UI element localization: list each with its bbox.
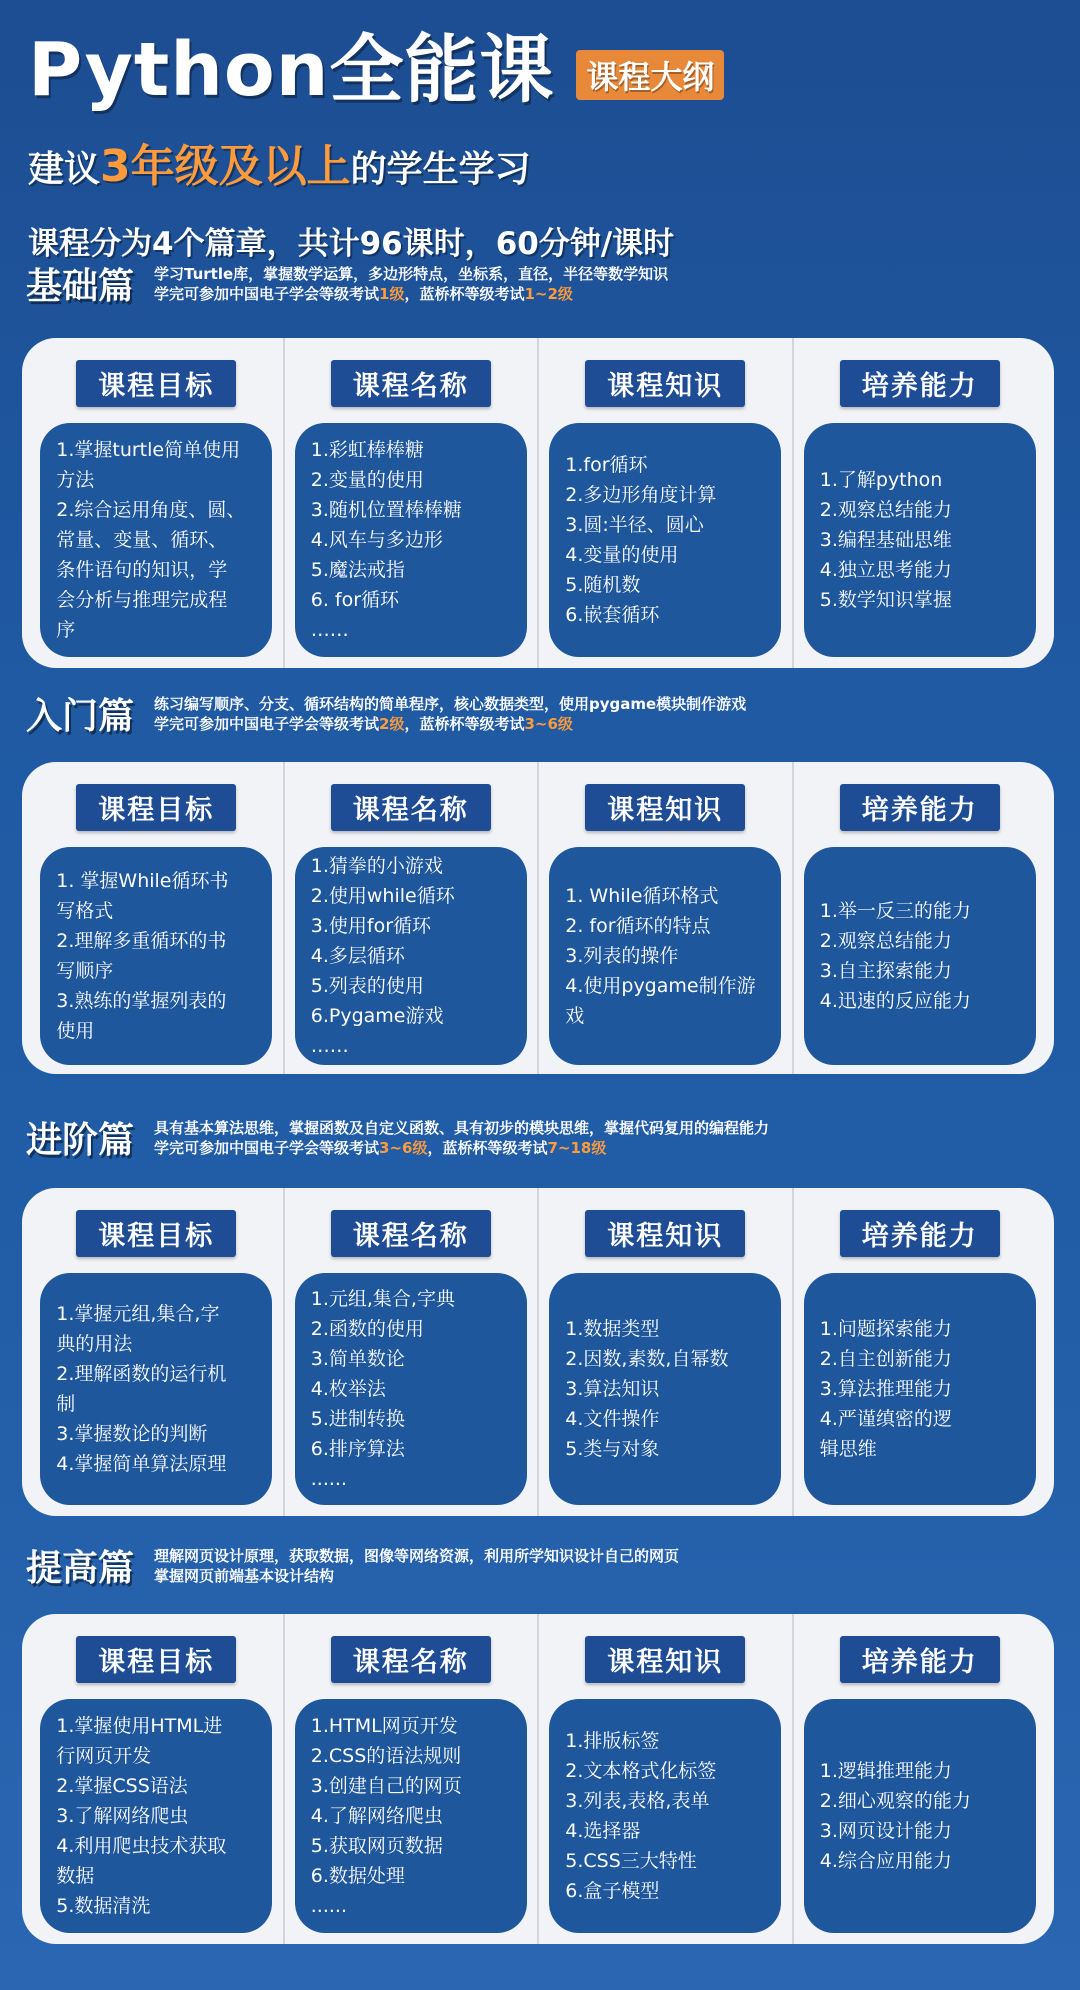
section-header (26, 1112, 1056, 1163)
content-line: 4.综合应用能力 (819, 1850, 952, 1872)
panel-column (285, 338, 540, 668)
content-line: ...... (310, 1468, 347, 1490)
column-content (40, 847, 272, 1065)
section-name: 入门篇 (26, 696, 135, 737)
section-description (154, 694, 746, 734)
content-line: 1.for循环 (565, 454, 648, 476)
content-line: 3.网页设计能力 (819, 1820, 952, 1842)
content-line: 3.算法推理能力 (819, 1378, 952, 1400)
panel-column (285, 1614, 540, 1944)
section-header (26, 688, 1056, 739)
title-tag: 课程大纲 (576, 50, 724, 100)
content-line: 2.使用while循环 (310, 885, 455, 907)
content-line: 1.猜拳的小游戏 (310, 855, 443, 877)
column-heading: 课程知识 (585, 360, 745, 407)
content-line: 1.举一反三的能力 (819, 900, 971, 922)
column-heading: 培养能力 (840, 360, 1000, 407)
content-line: 1. 掌握While循环书 (56, 870, 229, 892)
panel-column (794, 762, 1047, 1074)
content-line: 制 (56, 1393, 76, 1415)
content-line: 典的用法 (56, 1333, 133, 1355)
section-description (154, 264, 668, 304)
suggest-line (28, 130, 1052, 194)
section-desc-desc2-a: 学完可参加中国电子学会等级考试 (154, 1138, 380, 1157)
section-desc-desc2-b: 1级 (379, 284, 405, 303)
column-heading: 培养能力 (840, 1210, 1000, 1257)
section-desc-line1: 理解网页设计原理，获取数据，图像等网络资源，利用所学知识设计自己的网页 (154, 1546, 680, 1565)
content-line: 5.获取网页数据 (310, 1835, 443, 1857)
content-line: 3.列表,表格,表单 (565, 1790, 710, 1812)
suggest-pre: 建议 (28, 149, 101, 190)
column-content (549, 423, 781, 657)
content-line: 1.彩虹棒棒糖 (310, 439, 424, 461)
content-line: 3.掌握数论的判断 (56, 1423, 208, 1445)
content-line: ...... (310, 1895, 347, 1917)
content-line: 5.数据清洗 (56, 1895, 151, 1917)
content-line: 3.熟练的掌握列表的 (56, 990, 227, 1012)
content-line: 3.自主探索能力 (819, 960, 952, 982)
section-header (26, 1540, 1056, 1591)
column-content (804, 847, 1036, 1065)
content-line: 3.随机位置棒棒糖 (310, 499, 462, 521)
column-heading: 课程目标 (76, 784, 236, 831)
panel-column (539, 338, 794, 668)
content-line: 2.CSS的语法规则 (310, 1745, 462, 1767)
panel-column (539, 1188, 794, 1516)
content-line: 2. for循环的特点 (565, 915, 711, 937)
content-line: …… (310, 1035, 349, 1057)
content-line: 方法 (56, 469, 95, 491)
content-line: 6.Pygame游戏 (310, 1005, 444, 1027)
column-content (804, 423, 1036, 657)
panel-column (539, 1614, 794, 1944)
content-line: 1.问题探索能力 (819, 1318, 952, 1340)
content-line: 2.多边形角度计算 (565, 484, 717, 506)
content-line: 4.选择器 (565, 1820, 641, 1842)
content-line: 常量、变量、循环、 (56, 529, 228, 551)
column-content (549, 1699, 781, 1933)
page-title: Python全能课 (28, 27, 555, 113)
panel-column (30, 338, 285, 668)
content-line: 1.元组,集合,字典 (310, 1288, 455, 1310)
content-line: …… (310, 619, 349, 641)
content-line: 4.严谨缜密的逻 (819, 1408, 952, 1430)
content-line: 4.风车与多边形 (310, 529, 443, 551)
section-desc-desc2-a: 掌握网页前端基本设计结构 (154, 1566, 335, 1585)
content-line: 3.编程基础思维 (819, 529, 952, 551)
content-line: 4.掌握简单算法原理 (56, 1453, 227, 1475)
section-desc-line2 (154, 714, 746, 734)
content-line: 5.CSS三大特性 (565, 1850, 697, 1872)
content-line: 1.排版标签 (565, 1730, 660, 1752)
content-line: 4.了解网络爬虫 (310, 1805, 443, 1827)
content-line: 5.类与对象 (565, 1438, 660, 1460)
content-line: 6. for循环 (310, 589, 400, 611)
section-name: 进阶篇 (26, 1120, 135, 1161)
content-line: 写顺序 (56, 960, 114, 982)
column-content (295, 423, 527, 657)
column-heading: 课程目标 (76, 1210, 236, 1257)
suggest-post: 的学生学习 (350, 149, 531, 190)
content-line: 5.随机数 (565, 574, 641, 596)
section-desc-line2 (154, 1138, 769, 1158)
column-content (40, 1273, 272, 1505)
section-name: 基础篇 (26, 266, 135, 307)
section-desc-line1: 学习Turtle库，掌握数学运算，多边形特点，坐标系，直径，半径等数学知识 (154, 264, 669, 283)
content-line: 4.利用爬虫技术获取 (56, 1835, 227, 1857)
page-header (28, 28, 1052, 263)
panel-column (30, 1188, 285, 1516)
column-content (804, 1273, 1036, 1505)
content-line: 6.嵌套循环 (565, 604, 660, 626)
content-line: 2.理解函数的运行机 (56, 1363, 227, 1385)
panel-column (285, 762, 540, 1074)
section-desc-line2 (154, 1566, 679, 1586)
section-desc-desc2-d: 3~6级 (524, 714, 573, 733)
content-line: 1. While循环格式 (565, 885, 719, 907)
content-line: 2.自主创新能力 (819, 1348, 952, 1370)
content-line: 1.掌握使用HTML进 (56, 1715, 223, 1737)
column-heading: 课程目标 (76, 360, 236, 407)
section-desc-line1: 具有基本算法思维，掌握函数及自定义函数、具有初步的模块思维，掌握代码复用的编程能力 (154, 1118, 770, 1137)
column-heading: 培养能力 (840, 1636, 1000, 1683)
section-desc-desc2-b: 3~6级 (379, 1138, 428, 1157)
content-line: 数据 (56, 1865, 95, 1887)
content-line: 2.函数的使用 (310, 1318, 424, 1340)
content-line: 5.列表的使用 (310, 975, 424, 997)
content-line: 3.列表的操作 (565, 945, 679, 967)
content-line: 4.变量的使用 (565, 544, 679, 566)
panel-column (794, 1614, 1047, 1944)
section-desc-desc2-d: 1~2级 (524, 284, 573, 303)
content-line: 1.逻辑推理能力 (819, 1760, 952, 1782)
section-desc-desc2-a: 学完可参加中国电子学会等级考试 (154, 714, 380, 733)
column-content (295, 847, 527, 1065)
content-line: 2.文本格式化标签 (565, 1760, 717, 1782)
content-line: 2.掌握CSS语法 (56, 1775, 188, 1797)
panel-column (30, 762, 285, 1074)
content-line: 2.变量的使用 (310, 469, 424, 491)
content-line: 5.魔法戒指 (310, 559, 405, 581)
content-line: 3.算法知识 (565, 1378, 660, 1400)
content-line: 6.排序算法 (310, 1438, 405, 1460)
content-line: 2.观察总结能力 (819, 499, 952, 521)
content-line: 1.掌握元组,集合,字 (56, 1303, 220, 1325)
panel-column (794, 1188, 1047, 1516)
content-line: 3.创建自己的网页 (310, 1775, 462, 1797)
course-summary: 课程分为4个篇章，共计96课时，60分钟/课时 (28, 226, 675, 262)
panel-column (794, 338, 1047, 668)
content-line: 1.了解python (819, 469, 943, 491)
content-line: 序 (56, 619, 76, 641)
column-content (804, 1699, 1036, 1933)
content-line: 5.数学知识掌握 (819, 589, 952, 611)
content-line: 戏 (565, 1005, 585, 1027)
section-panel (22, 1614, 1054, 1944)
section-header (26, 258, 1056, 309)
section-desc-desc2-b: 2级 (379, 714, 405, 733)
content-line: 3.简单数论 (310, 1348, 405, 1370)
content-line: 会分析与推理完成程 (56, 589, 228, 611)
section-desc-desc2-c: ，蓝桥杯等级考试 (404, 714, 525, 733)
column-content (295, 1699, 527, 1933)
content-line: 5.进制转换 (310, 1408, 405, 1430)
content-line: 4.文件操作 (565, 1408, 660, 1430)
suggest-highlight: 3年级及以上 (100, 141, 351, 192)
column-content (295, 1273, 527, 1505)
content-line: 2.细心观察的能力 (819, 1790, 971, 1812)
section-description (154, 1118, 769, 1158)
content-line: 2.因数,素数,自幂数 (565, 1348, 729, 1370)
content-line: 辑思维 (819, 1438, 877, 1460)
content-line: 2.综合运用角度、圆、 (56, 499, 246, 521)
content-line: 1.数据类型 (565, 1318, 660, 1340)
column-content (549, 1273, 781, 1505)
content-line: 3.了解网络爬虫 (56, 1805, 189, 1827)
section-panel (22, 762, 1054, 1074)
content-line: 条件语句的知识，学 (56, 559, 228, 581)
content-line: 4.独立思考能力 (819, 559, 952, 581)
content-line: 3.圆:半径、圆心 (565, 514, 704, 536)
section-desc-line1: 练习编写顺序、分支、循环结构的简单程序，核心数据类型，使用pygame模块制作游戏 (154, 694, 747, 713)
section-desc-desc2-c: ，蓝桥杯等级考试 (427, 1138, 548, 1157)
content-line: 6.数据处理 (310, 1865, 405, 1887)
section-panel (22, 1188, 1054, 1516)
column-content (40, 423, 272, 657)
column-heading: 课程名称 (331, 360, 491, 407)
content-line: 2.理解多重循环的书 (56, 930, 227, 952)
column-heading: 培养能力 (840, 784, 1000, 831)
content-line: 2.观察总结能力 (819, 930, 952, 952)
column-heading: 课程名称 (331, 784, 491, 831)
section-desc-desc2-a: 学完可参加中国电子学会等级考试 (154, 284, 380, 303)
column-heading: 课程知识 (585, 1636, 745, 1683)
section-panel (22, 338, 1054, 668)
section-desc-desc2-d: 7~18级 (547, 1138, 607, 1157)
content-line: 使用 (56, 1020, 95, 1042)
section-desc-desc2-c: ，蓝桥杯等级考试 (404, 284, 525, 303)
section-description (154, 1546, 679, 1586)
content-line: 写格式 (56, 900, 114, 922)
panel-column (539, 762, 794, 1074)
column-heading: 课程知识 (585, 784, 745, 831)
panel-column (285, 1188, 540, 1516)
section-name: 提高篇 (26, 1548, 135, 1589)
content-line: 4.迅速的反应能力 (819, 990, 971, 1012)
column-heading: 课程目标 (76, 1636, 236, 1683)
content-line: 行网页开发 (56, 1745, 152, 1767)
column-heading: 课程名称 (331, 1210, 491, 1257)
column-content (549, 847, 781, 1065)
content-line: 1.掌握turtle简单使用 (56, 439, 241, 461)
content-line: 4.枚举法 (310, 1378, 386, 1400)
section-desc-line2 (154, 284, 668, 304)
content-line: 4.多层循环 (310, 945, 405, 967)
column-heading: 课程知识 (585, 1210, 745, 1257)
content-line: 4.使用pygame制作游 (565, 975, 756, 997)
panel-column (30, 1614, 285, 1944)
content-line: 6.盒子模型 (565, 1880, 660, 1902)
column-heading: 课程名称 (331, 1636, 491, 1683)
column-content (40, 1699, 272, 1933)
content-line: 3.使用for循环 (310, 915, 432, 937)
content-line: 1.HTML网页开发 (310, 1715, 458, 1737)
